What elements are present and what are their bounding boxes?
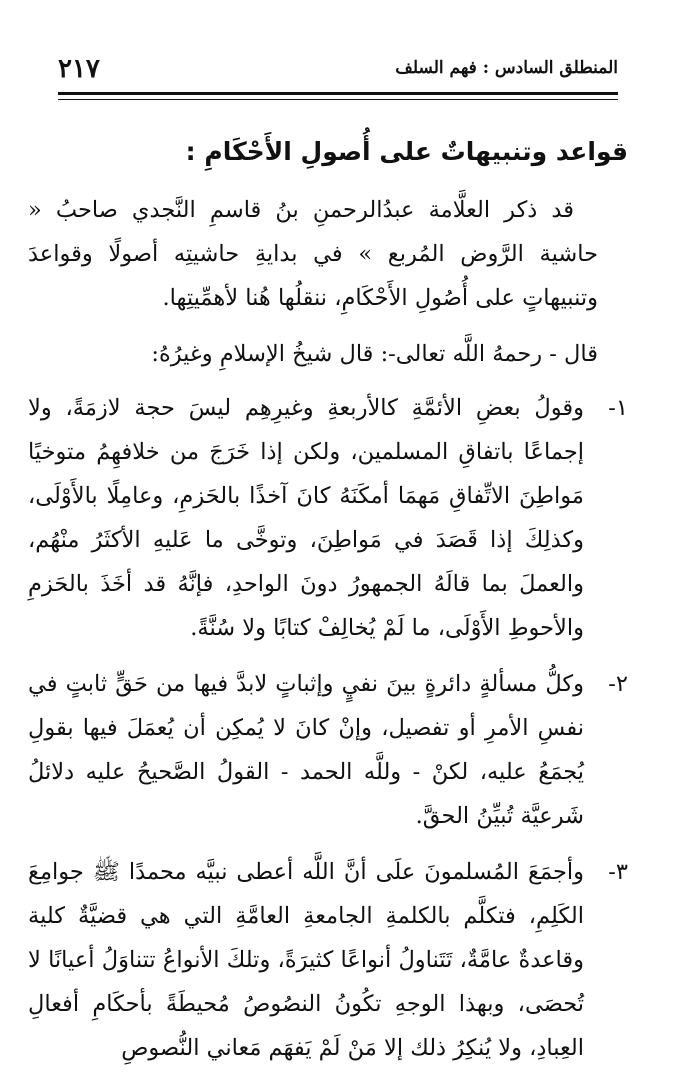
item-text: وأجمَعَ المُسلمونَ علَى أنَّ اللَّه أعطى نبيَّه محمدًا ﷺ جوامِعَ الكَلِمِ، فتكلَّم بالكلمةِ الجامعةِ العامَّةِ التي هي قضيَّةٌ كلية وقاعدةٌ عامَّةٌ، تَتَناولُ أنواعًا كثيرَةً، وتلكَ الأنواعُ تتناوَلُ أعيانًا لا تُحصَى، وبهذا الوجهِ تكُونُ النصُوصُ مُحيطَةً بأحكَامِ أفعالِ العِبادِ، ولا يُنكِرُ ذلك إلا مَنْ لَمْ يَفهَم مَعاني النُّصوصِ <box>28 859 584 1061</box>
item-number: ١- <box>608 395 628 421</box>
item-number: ٢- <box>608 671 628 697</box>
item-number: ٣- <box>608 859 628 885</box>
header-rule-thin <box>58 99 618 100</box>
list-item <box>28 386 628 650</box>
quote-intro: قال - رحمهُ اللَّه تعالى-: قال شيخُ الإسلامِ وغيرُهُ: <box>151 341 598 367</box>
header-rule-thick <box>58 92 618 95</box>
page-body <box>28 130 628 1082</box>
list-item <box>28 850 628 1070</box>
page-number: ٢١٧ <box>58 54 100 84</box>
intro-paragraph: قد ذكر العلَّامة عبدُالرحمنِ بنُ قاسمِ النَّجدي صاحبُ « حاشية الرَّوض المُربع » في بدايةِ حاشيتِه أصولًا وقواعدَ وتنبيهاتٍ على أُصُولِ الأَحْكَامِ، ننقلُها هُنا لأهمِّيتِها. <box>28 197 598 311</box>
list-item <box>28 662 628 838</box>
chapter-title: المنطلق السادس : فهم السلف <box>395 58 618 78</box>
item-text: وقولُ بعضِ الأئمَّةِ كالأربعةِ وغيرِهِم ليسَ حجة لازمَةً، ولا إجماعًا باتفاقِ المسلمين، ولكن إذا خَرَجَ من خلافهِمُ متوخيًا مَواطِنَ الاتِّفاقِ مَهمَا أمكَنَهُ كانَ آخذًا بالحَزمِ، وعامِلًا بالأَوْلَى، وكذلِكَ إذا قَصَدَ في مَواطِنَ، وتوخَّى ما عَليهِ الأكثَرُ منْهُم، والعملَ بما قالَهُ الجمهورُ دونَ الواحدِ، فإنَّهُ قد أخَذَ بالحَزمِ والأحوطِ الأَوْلَى، ما لَمْ يُخالِفْ كتابًا ولا سُنَّةً. <box>28 395 584 641</box>
section-title: قواعد وتنبيهاتٌ على أُصولِ الأَحْكَامِ : <box>185 137 628 166</box>
item-text: وكلُّ مسألةٍ دائرةٍ بينَ نفيٍ وإثباتٍ لابدَّ فيها من حَقٍّ ثابتٍ في نفسِ الأمرِ أو تفصيل، وإنْ كانَ لا يُمكِن أن يُعمَلَ فيها بقولِ يُجمَعُ عليه، لكنْ - وللَّه الحمد - القولُ الصَّحيحُ عليه دلائلُ شَرعيَّة تُبيِّنُ الحقَّ. <box>28 671 584 829</box>
